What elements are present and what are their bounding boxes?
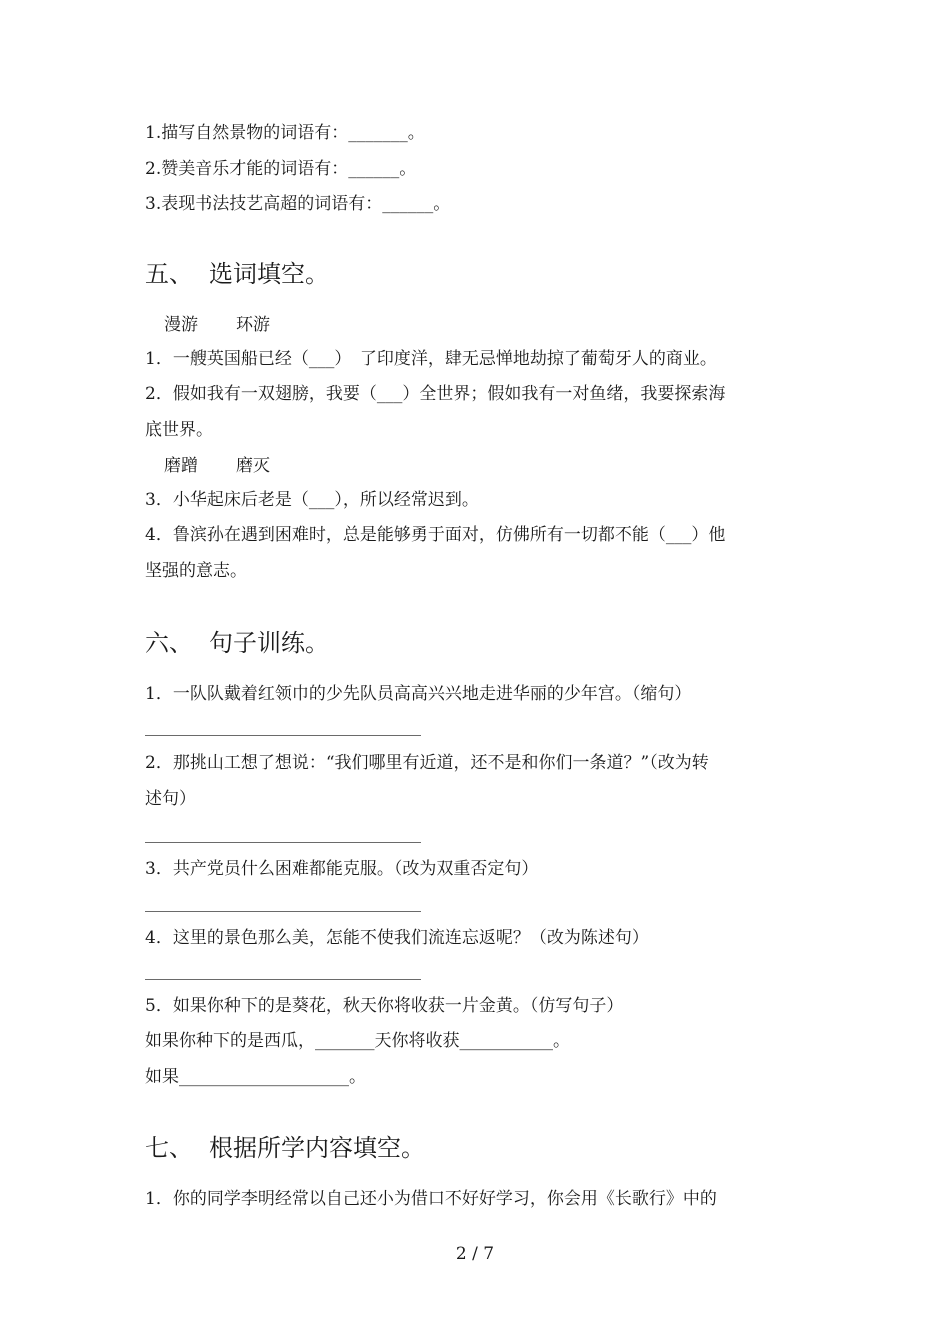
section6-title: 句子训练。	[209, 629, 329, 657]
section6-question-2-line-1: 2．那挑山工想了想说：“我们哪里有近道，还不是和你们一条道？”（改为转	[145, 753, 709, 773]
answer-line	[145, 842, 421, 843]
section6-question-5: 5．如果你种下的是葵花，秋天你将收获一片金黄。（仿写句子）	[145, 996, 624, 1016]
answer-line	[145, 735, 421, 736]
section4-item-3: 3.表现书法技艺高超的词语有：______。	[145, 194, 451, 214]
section7-title: 根据所学内容填空。	[209, 1134, 425, 1162]
section5-question-3: 3．小华起床后老是（___），所以经常迟到。	[145, 490, 479, 510]
word-choice: 漫游	[164, 315, 198, 335]
section6-heading	[145, 628, 329, 658]
section5-heading	[145, 259, 329, 289]
section7-question-1: 1．你的同学李明经常以自己还小为借口不好好学习，你会用《长歌行》中的	[145, 1189, 717, 1209]
section6-question-3: 3．共产党员什么困难都能克服。（改为双重否定句）	[145, 859, 539, 879]
section6-question-2-line-2: 述句）	[145, 789, 196, 809]
word-choices-group-1	[164, 314, 270, 336]
word-choice: 磨蹭	[164, 456, 198, 476]
word-choice: 环游	[236, 315, 270, 335]
section5-question-1: 1．一艘英国船已经（___） 了印度洋，肆无忌惮地劫掠了葡萄牙人的商业。	[145, 349, 717, 369]
section6-question-5-line-3: 如果____________________。	[145, 1067, 366, 1087]
word-choices-group-2	[164, 455, 270, 477]
section5-question-4-line-2: 坚强的意志。	[145, 561, 247, 581]
section6-question-5-line-2: 如果你种下的是西瓜，_______天你将收获___________。	[145, 1031, 570, 1051]
section5-title: 选词填空。	[209, 260, 329, 288]
section5-question-2-line-1: 2．假如我有一双翅膀，我要（___）全世界；假如我有一对鱼绪，我要探索海	[145, 384, 726, 404]
page-number: 2 / 7	[455, 1244, 495, 1264]
section4-item-1: 1.描写自然景物的词语有：_______。	[145, 123, 425, 143]
section4-item-2: 2.赞美音乐才能的词语有：______。	[145, 159, 417, 179]
section5-question-2-line-2: 底世界。	[145, 420, 213, 440]
section5-question-4-line-1: 4．鲁滨孙在遇到困难时，总是能够勇于面对，仿佛所有一切都不能（___）他	[145, 525, 726, 545]
answer-line	[145, 911, 421, 912]
section7-heading	[145, 1133, 425, 1163]
section7-number: 七、	[145, 1134, 193, 1162]
answer-line	[145, 979, 421, 980]
section6-question-4: 4．这里的景色那么美，怎能不使我们流连忘返呢？（改为陈述句）	[145, 928, 649, 948]
section6-question-1: 1．一队队戴着红领巾的少先队员高高兴兴地走进华丽的少年宫。（缩句）	[145, 684, 692, 704]
section6-number: 六、	[145, 629, 193, 657]
word-choice: 磨灭	[236, 456, 270, 476]
section5-number: 五、	[145, 260, 193, 288]
